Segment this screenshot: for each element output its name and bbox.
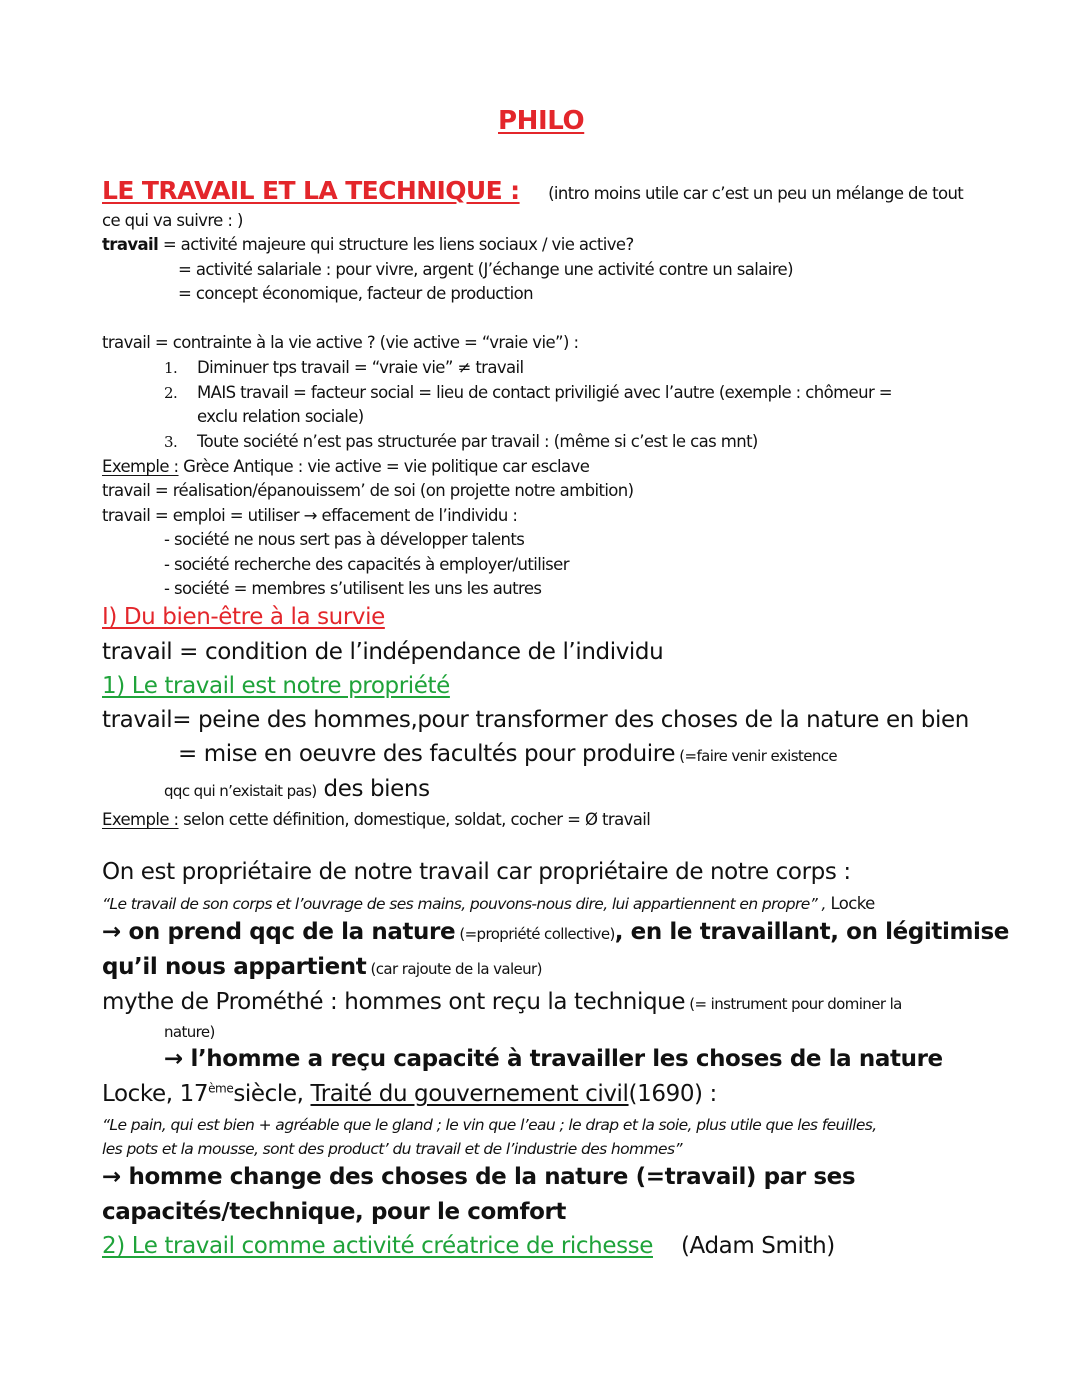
quote-line: “Le pain, qui est bien + agréable que le gland ; le vin que l’eau ; le drap et la soie, plus utile que les feuilles,	[102, 1116, 877, 1134]
example-line	[102, 457, 589, 476]
term: travail	[102, 235, 159, 254]
definition-line: = activité salariale : pour vivre, argent (J’échange une activité contre un salaire)	[178, 260, 793, 279]
bullet-item: - société ne nous sert pas à développer talents	[164, 530, 525, 549]
list-number: 1.	[164, 359, 178, 377]
definition-text: = activité majeure qui structure les liens sociaux / vie active?	[158, 235, 634, 254]
text-bold: → on prend qqc de la nature	[102, 919, 456, 945]
text-line	[102, 989, 902, 1015]
document-title: PHILO	[498, 106, 585, 136]
example-line	[102, 810, 650, 829]
text-line: nature)	[164, 1023, 215, 1041]
quote-line: les pots et la mousse, sont des product’ du travail et de l’industrie des hommes”	[102, 1140, 682, 1158]
text: Locke, 17	[102, 1081, 209, 1107]
bullet-item: - société = membres s’utilisent les uns les autres	[164, 579, 542, 598]
text-line: travail= peine des hommes,pour transformer des choses de la nature en bien	[102, 707, 969, 733]
intro-note-cont: ce qui va suivre : )	[102, 211, 243, 230]
part-heading: I) Du bien-être à la survie	[102, 604, 385, 630]
text: (1690) :	[628, 1081, 717, 1107]
book-title: Traité du gouvernement civil	[310, 1081, 629, 1107]
definition-line: = concept économique, facteur de production	[178, 284, 533, 303]
text-big: = mise en oeuvre des facultés pour produire	[178, 741, 676, 767]
question-line: travail = contrainte à la vie active ? (vie active = “vraie vie”) :	[102, 333, 579, 352]
definition-line	[102, 235, 634, 254]
text-line: travail = réalisation/épanouissem’ de soi (on projette notre ambition)	[102, 481, 634, 500]
text-line: → l’homme a reçu capacité à travailler les choses de la nature	[164, 1046, 943, 1072]
example-text: Grèce Antique : vie active = vie politique car esclave	[178, 457, 590, 476]
text-small: qqc qui n’existait pas)	[164, 782, 317, 800]
list-item	[164, 432, 758, 451]
text-big: des biens	[316, 776, 430, 802]
bullet-item: - société recherche des capacités à employer/utiliser	[164, 555, 569, 574]
text-line	[102, 954, 542, 980]
section-title: LE TRAVAIL ET LA TECHNIQUE :	[102, 176, 520, 205]
superscript: ème	[208, 1081, 234, 1096]
quote-author: Locke	[825, 894, 875, 913]
text-small: (= instrument pour dominer la	[685, 995, 902, 1013]
text-line: capacités/technique, pour le comfort	[102, 1199, 567, 1225]
text-line: travail = emploi = utiliser → effacement de l’individu :	[102, 506, 518, 525]
list-item-cont: exclu relation sociale)	[197, 407, 364, 426]
subsection-heading-line	[102, 1233, 835, 1259]
text-big: mythe de Prométhé : hommes ont reçu la technique	[102, 989, 686, 1015]
list-number: 2.	[164, 384, 178, 402]
example-label: Exemple :	[102, 810, 179, 829]
section-heading	[102, 176, 963, 205]
text-small: (=propriété collective)	[455, 925, 615, 943]
text-line: → homme change des choses de la nature (=travail) par ses	[102, 1164, 856, 1190]
quote-line	[102, 894, 875, 913]
text-line: travail = condition de l’indépendance de l’individu	[102, 639, 664, 665]
example-text: selon cette définition, domestique, soldat, cocher = Ø travail	[178, 810, 651, 829]
list-item	[164, 358, 524, 377]
list-item	[164, 383, 892, 402]
text-bold: qu’il nous appartient	[102, 954, 367, 980]
text-line	[164, 776, 430, 802]
list-text: Toute société n’est pas structurée par travail : (même si c’est le cas mnt)	[197, 432, 758, 451]
list-number: 3.	[164, 433, 178, 451]
text-line	[102, 919, 1009, 945]
intro-note: (intro moins utile car c’est un peu un mélange de tout	[548, 184, 964, 203]
text-bold: , en le travaillant, on légitimise	[614, 919, 1010, 945]
reference-line	[102, 1081, 717, 1107]
quote: “Le travail de son corps et l’ouvrage de ses mains, pouvons-nous dire, lui appartiennent en propre” ,	[102, 895, 826, 913]
list-text: Diminuer tps travail = “vraie vie” ≠ travail	[197, 358, 524, 377]
text-small: (car rajoute de la valeur)	[366, 960, 542, 978]
subsection-heading: 1) Le travail est notre propriété	[102, 673, 450, 699]
author-note: (Adam Smith)	[680, 1233, 835, 1259]
text-line: On est propriétaire de notre travail car propriétaire de notre corps :	[102, 859, 851, 885]
list-text: MAIS travail = facteur social = lieu de contact priviligié avec l’autre (exemple : chômeur =	[197, 383, 893, 402]
text-line	[178, 741, 837, 767]
text-small: (=faire venir existence	[675, 747, 838, 765]
example-label: Exemple :	[102, 457, 179, 476]
subsection-heading: 2) Le travail comme activité créatrice de richesse	[102, 1233, 653, 1259]
text: siècle,	[233, 1081, 311, 1107]
